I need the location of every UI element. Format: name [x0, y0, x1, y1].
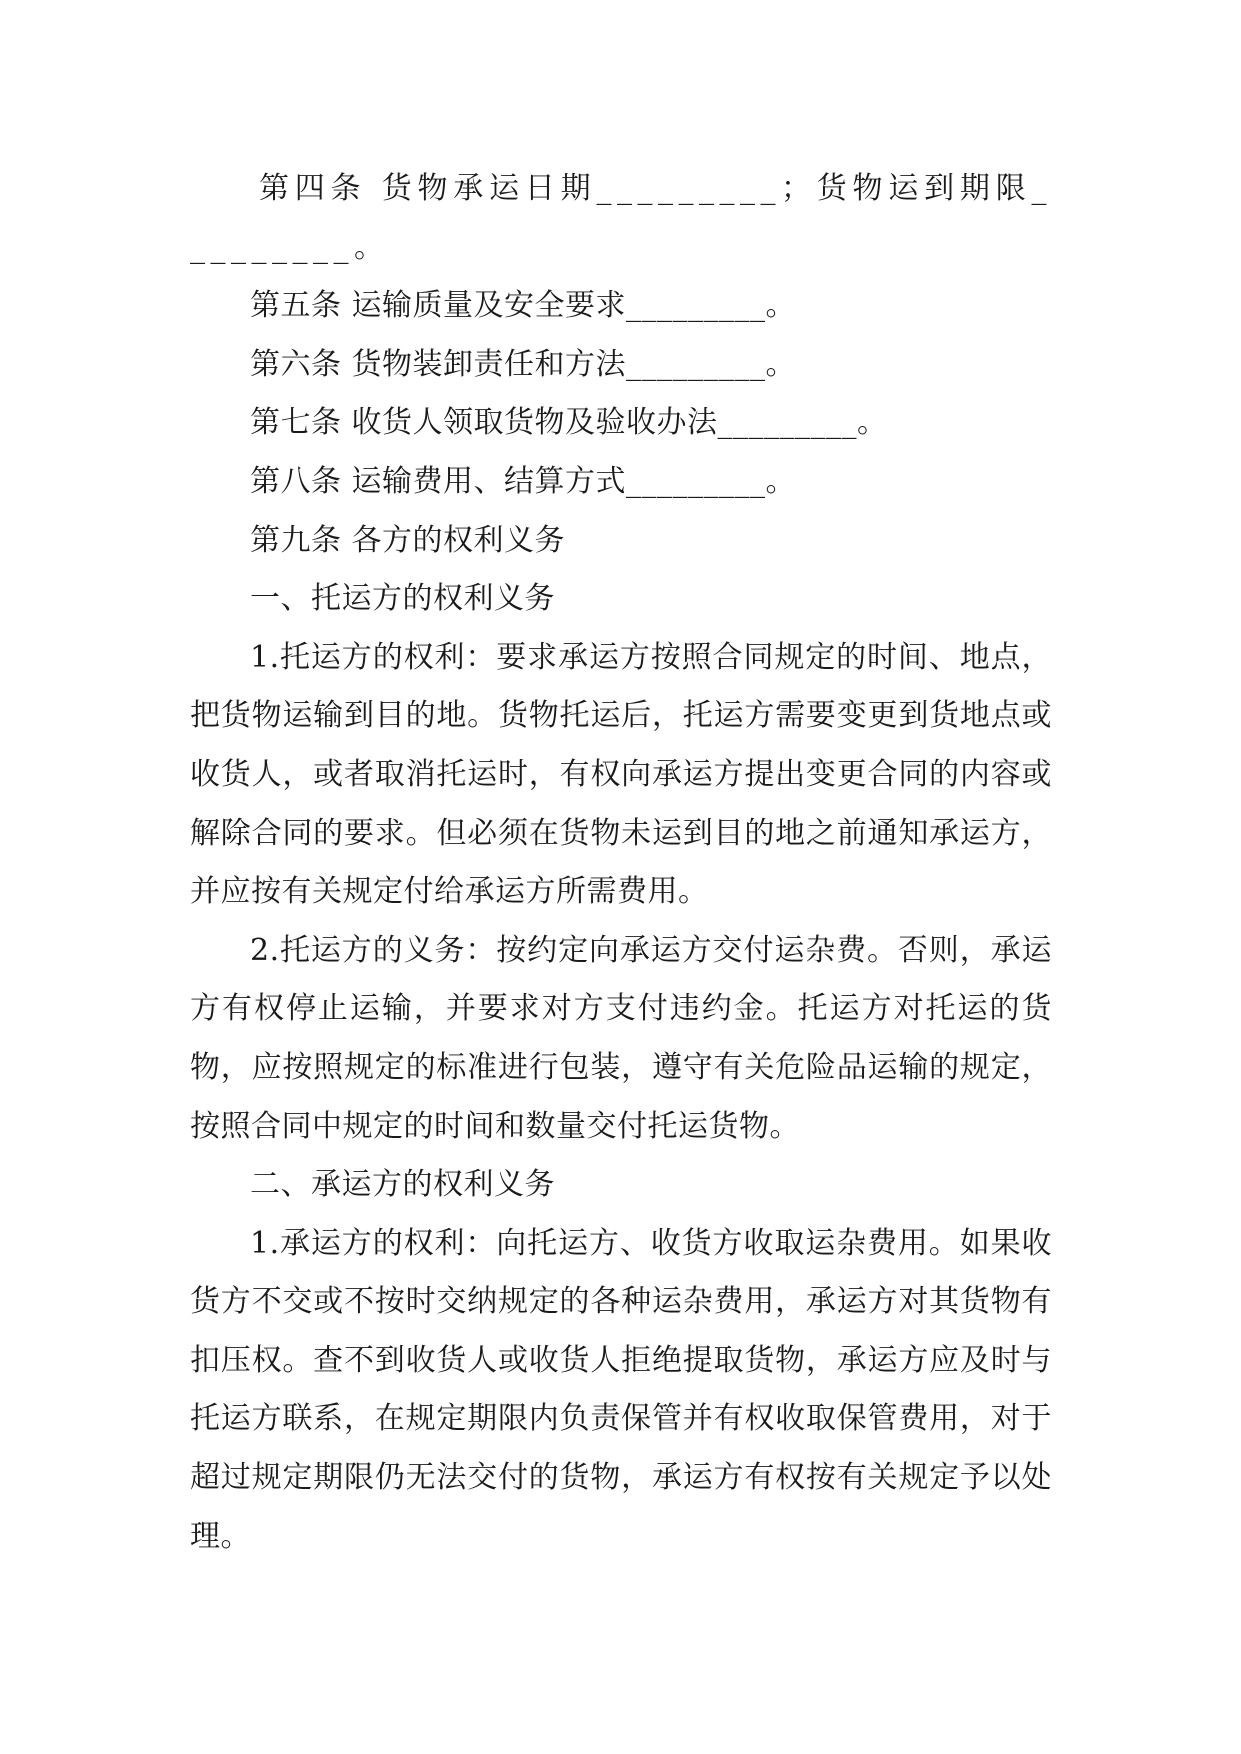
article-6-paragraph: 第六条 货物装卸责任和方法_________。: [250, 346, 797, 382]
section-2-heading: 二、承运方的权利义务: [250, 1167, 555, 1203]
article-7-paragraph: 第七条 收货人领取货物及验收办法_________。: [250, 405, 888, 441]
article-4-paragraph: 第四条 货物承运日期_________；货物运到期限_________。: [190, 171, 1052, 265]
carrier-rights-paragraph: 1.承运方的权利：向托运方、收货方收取运杂费用。如果收货方不交或不按时交纳规定的各种运杂费用，承运方对其货物有扣压权。查不到收货人或收货人拒绝提取货物，承运方应及时与托运方联系，在规定期限内负责保管并有权收取保管费用，对于超过规定期限仍无法交付的货物，承运方有权按有关规定予以处理。: [190, 1225, 1052, 1554]
document-body: [190, 160, 1052, 1566]
shipper-obligations-paragraph: 2.托运方的义务：按约定向承运方交付运杂费。否则，承运方有权停止运输，并要求对方支付违约金。托运方对托运的货物，应按照规定的标准进行包装，遵守有关危险品运输的规定，按照合同中规定的时间和数量交付托运货物。: [190, 932, 1052, 1144]
article-8-paragraph: 第八条 运输费用、结算方式_________。: [250, 463, 797, 499]
article-5-paragraph: 第五条 运输质量及安全要求_________。: [250, 288, 797, 324]
article-9-heading: 第九条 各方的权利义务: [250, 522, 566, 558]
shipper-rights-paragraph: 1.托运方的权利：要求承运方按照合同规定的时间、地点，把货物运输到目的地。货物托运后，托运方需要变更到货地点或收货人，或者取消托运时，有权向承运方提出变更合同的内容或解除合同的要求。但必须在货物未运到目的地之前通知承运方，并应按有关规定付给承运方所需费用。: [190, 639, 1052, 910]
section-1-heading: 一、托运方的权利义务: [250, 581, 555, 617]
